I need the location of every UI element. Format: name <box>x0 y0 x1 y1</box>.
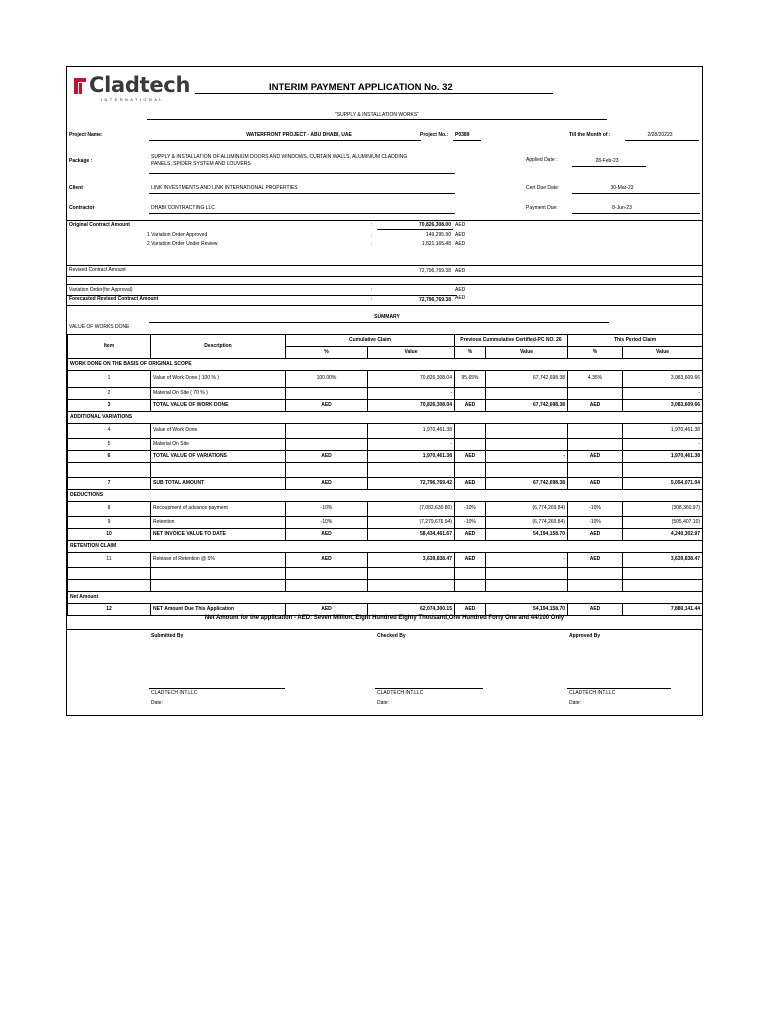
checked-company: CLADTECH INT.LLC <box>377 690 424 696</box>
package-line-2: PANELS, SPIDER SYSTEM AND LOUVERS <box>151 161 251 167</box>
table-cell: - <box>486 451 568 463</box>
table-cell: 54,194,158.70 <box>486 529 568 541</box>
section-row <box>68 359 703 371</box>
table-cell: 100.00% <box>286 371 368 388</box>
table-row <box>68 388 703 400</box>
spacer-row <box>68 580 703 592</box>
table-cell: - <box>486 553 568 568</box>
table-cell: 6 <box>68 451 151 463</box>
table-cell: AED <box>568 478 623 490</box>
table-cell: Value of Work Done ( 100 % ) <box>151 371 286 388</box>
table-cell: (6,774,269.84) <box>486 517 568 529</box>
project-no-label: Project No.: <box>420 132 449 138</box>
table-cell: Cumulative Claim <box>286 335 455 347</box>
table-cell: 70,826,308.04 <box>368 400 455 412</box>
table-cell: 3,083,609.66 <box>623 400 703 412</box>
table-cell: AED <box>455 295 466 301</box>
table-cell: AED <box>286 604 368 616</box>
table-cell: AED <box>568 400 623 412</box>
table-cell: 8 <box>68 502 151 517</box>
table-cell: AED <box>568 604 623 616</box>
vo-for-approval-label: Variation Order(for Approval) <box>69 287 133 293</box>
client-value: LINK INVESTMENTS AND LINK INTERNATIONAL PROPERTIES <box>151 185 298 191</box>
table-row <box>68 424 703 439</box>
table-cell: NET Amount Due This Application <box>151 604 286 616</box>
vo-approved-label: 1 Variation Order Approved <box>147 232 208 238</box>
table-cell: 7 <box>68 478 151 490</box>
project-name-value: WATERFRONT PROJECT - ABU DHABI, UAE <box>246 132 352 138</box>
table-cell: : <box>371 222 373 228</box>
table-cell: % <box>286 347 368 359</box>
table-row <box>68 478 703 490</box>
contractor-value: DHABI CONTRACTING LLC <box>151 205 215 211</box>
summary-table <box>67 334 703 616</box>
checked-by-label: Checked By <box>377 633 406 639</box>
section-row <box>68 490 703 502</box>
original-contract-label: Original Contract Amount <box>69 222 130 228</box>
table-cell: Retention <box>151 517 286 529</box>
table-cell: SUB TOTAL AMOUNT <box>151 478 286 490</box>
till-month-label: Till the Month of : <box>569 132 611 138</box>
table-cell: AED <box>455 222 466 228</box>
table-row <box>68 517 703 529</box>
table-cell: 5,054,071.04 <box>623 478 703 490</box>
table-cell: : <box>371 296 373 302</box>
table-cell: AED <box>455 478 486 490</box>
table-cell: -10% <box>455 517 486 529</box>
table-cell: 3 <box>68 400 151 412</box>
table-cell: Net Amount <box>68 592 703 604</box>
table-cell: % <box>568 347 623 359</box>
spacer-row <box>68 568 703 580</box>
table-cell: ADDITIONAL VARIATIONS <box>68 412 703 424</box>
client-label: Client <box>69 185 83 191</box>
table-cell: -10% <box>568 502 623 517</box>
table-cell: AED <box>455 268 466 274</box>
project-no-value: P0389 <box>455 132 470 138</box>
table-row <box>68 439 703 451</box>
table-cell: 1,970,461.38 <box>368 451 455 463</box>
table-cell: 4 <box>68 424 151 439</box>
table-cell: 4.35% <box>568 371 623 388</box>
approved-by-label: Approved By <box>569 633 601 639</box>
table-cell: AED <box>568 529 623 541</box>
cert-due-label: Cert Due Date: <box>526 185 560 191</box>
payment-due-label: Payment Due: <box>526 205 558 211</box>
table-cell: -10% <box>455 502 486 517</box>
company-logo <box>73 73 191 105</box>
section-row <box>68 541 703 553</box>
project-name-label: Project Name: <box>69 132 103 138</box>
section-row <box>68 412 703 424</box>
submitted-date-label: Date: <box>151 700 163 706</box>
submitted-company: CLADTECH INT.LLC <box>151 690 198 696</box>
table-row <box>68 529 703 541</box>
table-cell: 10 <box>68 529 151 541</box>
table-cell: TOTAL VALUE OF VARIATIONS <box>151 451 286 463</box>
table-cell: Recoupment of advance payment <box>151 502 286 517</box>
net-amount-in-words: Net Amount for the application - AED: Seven Million, Eight Hundred Eighty Thousand,One Hundred Forty One and 44/100 Only <box>204 615 565 621</box>
table-cell: 3,083,609.66 <box>623 371 703 388</box>
table-cell: 62,074,300.15 <box>368 604 455 616</box>
table-cell: AED <box>455 604 486 616</box>
table-cell: (6,774,269.84) <box>486 502 568 517</box>
forecast-contract-value: 72,796,769.38 <box>419 297 451 303</box>
table-cell: -10% <box>568 517 623 529</box>
table-cell: Release of Retention @ 5% <box>151 553 286 568</box>
forecast-contract-label: Forecasted Revised Contract Amount <box>69 296 159 302</box>
table-cell: AED <box>568 451 623 463</box>
table-cell: AED <box>455 241 466 247</box>
table-cell: AED <box>455 400 486 412</box>
table-row <box>68 451 703 463</box>
table-cell: RETENTION CLAIM <box>68 541 703 553</box>
table-cell: Previous Cummulative Certified-PC NO. 26 <box>455 335 568 347</box>
table-cell: 1,970,461.38 <box>368 424 455 439</box>
table-cell: AED <box>568 553 623 568</box>
table-cell: 12 <box>68 604 151 616</box>
vo-review-label: 2 Variation Order Under Review <box>147 241 218 247</box>
table-cell: : <box>371 287 373 293</box>
table-cell: Value <box>486 347 568 359</box>
table-cell: 3,639,838.47 <box>623 553 703 568</box>
applied-date-label: Applied Date : <box>526 157 558 163</box>
table-cell: -10% <box>286 502 368 517</box>
section-row <box>68 592 703 604</box>
table-cell: Material On Site <box>151 439 286 451</box>
table-cell: 1,970,461.38 <box>623 451 703 463</box>
table-cell: Value <box>623 347 703 359</box>
table-cell: 67,742,698.38 <box>486 400 568 412</box>
table-cell: - <box>623 388 703 400</box>
table-cell: - <box>623 439 703 451</box>
table-cell: 54,194,158.70 <box>486 604 568 616</box>
table-cell: AED <box>455 287 466 293</box>
table-cell: (7,279,676.94) <box>368 517 455 529</box>
original-contract-value: 70,826,308.00 <box>419 222 451 228</box>
payment-due-value: 8-Jun-23 <box>612 205 632 211</box>
table-cell: AED <box>286 553 368 568</box>
checked-date-label: Date: <box>377 700 389 706</box>
table-cell: AED <box>286 451 368 463</box>
approved-date-label: Date: <box>569 700 581 706</box>
contractor-label: Contractor <box>69 205 95 211</box>
table-header-row <box>68 335 703 347</box>
table-cell: 70,826,308.04 <box>368 371 455 388</box>
table-cell: AED <box>455 529 486 541</box>
table-cell: WORK DONE ON THE BASIS OF ORIGINAL SCOPE <box>68 359 703 371</box>
submitted-by-label: Submitted By <box>151 633 184 639</box>
table-cell: 1 <box>68 371 151 388</box>
table-cell: TOTAL VALUE OF WORK DONE <box>151 400 286 412</box>
table-cell: 4,240,302.97 <box>623 529 703 541</box>
summary-title: SUMMARY <box>374 314 400 320</box>
table-row <box>68 502 703 517</box>
table-cell: 3,639,838.47 <box>368 553 455 568</box>
table-cell: 11 <box>68 553 151 568</box>
revised-contract-label: Revised Contract Amount <box>69 267 126 273</box>
table-cell: 1,970,461.38 <box>623 424 703 439</box>
table-cell: Value <box>368 347 455 359</box>
table-cell: 67,742,698.38 <box>486 371 568 388</box>
table-cell: Description <box>151 335 286 359</box>
table-cell: 5 <box>68 439 151 451</box>
table-cell: DEDUCTIONS <box>68 490 703 502</box>
spacer-row <box>68 463 703 478</box>
till-month-value: 2/28/20223 <box>647 132 673 138</box>
revised-contract-value: 72,796,769.38 <box>419 268 451 274</box>
package-label: Package : <box>69 158 93 164</box>
table-cell: : <box>371 242 373 248</box>
table-cell: 7,880,141.44 <box>623 604 703 616</box>
table-cell: AED <box>455 232 466 238</box>
table-cell: 9 <box>68 517 151 529</box>
table-row <box>68 400 703 412</box>
table-cell: (505,407.10) <box>623 517 703 529</box>
table-cell: 58,434,461.67 <box>368 529 455 541</box>
table-cell: This Period Claim <box>568 335 703 347</box>
table-cell: : <box>371 233 373 239</box>
vo-review-value: 1,821,165.48 <box>421 241 451 247</box>
logo-text: Cladtech <box>89 73 191 97</box>
table-cell: NET INVOICE VALUE TO DATE <box>151 529 286 541</box>
package-line-1: SUPPLY & INSTALLATION OF ALUMINIUM DOORS AND WINDOWS, CURTAIN WALLS, ALUMINIUM CLADDING <box>151 154 408 160</box>
document-title: INTERIM PAYMENT APPLICATION No. 32 <box>269 82 453 93</box>
table-row <box>68 371 703 388</box>
table-cell: AED <box>455 553 486 568</box>
table-cell: - <box>368 388 455 400</box>
table-cell: (308,360.97) <box>623 502 703 517</box>
table-cell: 95.65% <box>455 371 486 388</box>
table-cell: AED <box>286 400 368 412</box>
table-cell: Material On Site ( 70 % ) <box>151 388 286 400</box>
document-subtitle: "SUPPLY & INSTALLATION WORKS" <box>334 112 420 118</box>
cert-due-value: 30-Mar-23 <box>610 185 634 191</box>
table-cell: - <box>368 439 455 451</box>
table-cell: Item <box>68 335 151 359</box>
table-cell: % <box>455 347 486 359</box>
table-cell: AED <box>286 478 368 490</box>
table-cell: 2 <box>68 388 151 400</box>
table-cell: AED <box>455 451 486 463</box>
vo-approved-value: 149,295.90 <box>425 232 451 238</box>
logo-subtext: INTERNATIONAL <box>101 97 164 102</box>
approved-company: CLADTECH INT.LLC <box>569 690 616 696</box>
table-row <box>68 604 703 616</box>
table-cell: AED <box>286 529 368 541</box>
applied-date-value: 28-Feb-23 <box>595 158 619 164</box>
cladtech-logo-icon <box>73 77 87 95</box>
value-of-works-done-label: VALUE OF WORKS DONE <box>69 324 130 330</box>
payment-application-sheet <box>66 66 703 716</box>
table-cell: -10% <box>286 517 368 529</box>
table-row <box>68 553 703 568</box>
table-cell: (7,082,630.80) <box>368 502 455 517</box>
table-cell: Value of Work Done <box>151 424 286 439</box>
table-cell: 67,742,698.38 <box>486 478 568 490</box>
table-cell: 72,796,769.42 <box>368 478 455 490</box>
